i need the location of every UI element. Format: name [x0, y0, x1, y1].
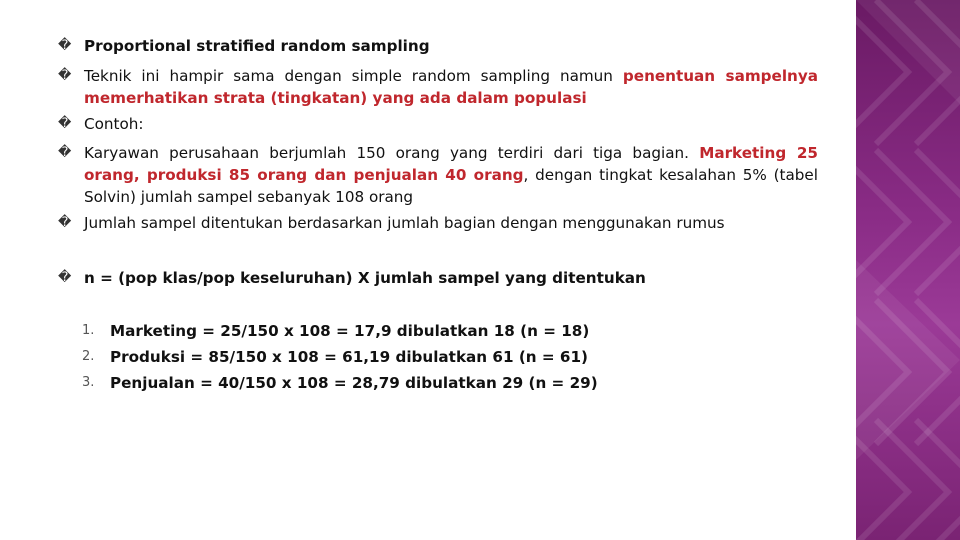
bullet-item-definition — [58, 65, 818, 109]
bullet-text-part: , dengan tingkat kesalahan 5% (tabel Solvin) jumlah sampel sebanyak 108 orang — [84, 166, 819, 206]
list-item — [82, 370, 598, 396]
bullet-icon: � — [58, 68, 72, 83]
bullet-text-part: Proportional stratified random sampling — [84, 37, 430, 55]
bullet-text — [84, 212, 818, 234]
list-number: 2. — [82, 349, 95, 364]
bullet-icon: � — [58, 145, 72, 160]
list-text: Marketing = 25/150 x 108 = 17,9 dibulatkan 18 (n = 18) — [110, 322, 590, 340]
bullet-text — [84, 267, 818, 289]
bullet-icon: � — [58, 38, 72, 53]
list-item — [82, 344, 588, 370]
bullet-text-part: Jumlah sampel ditentukan berdasarkan jumlah bagian dengan menggunakan rumus — [84, 214, 725, 232]
bullet-text-part: Teknik ini hampir sama dengan simple random sampling namun — [84, 67, 623, 85]
decorative-sidebar — [856, 0, 960, 540]
bullet-item-method — [58, 212, 818, 234]
bullet-item-title — [58, 35, 818, 57]
chevron-pattern — [856, 0, 960, 540]
list-text: Penjualan = 40/150 x 108 = 28,79 dibulatkan 29 (n = 29) — [110, 374, 598, 392]
list-number: 3. — [82, 375, 95, 390]
bullet-text-part: Contoh: — [84, 115, 144, 133]
bullet-text — [84, 142, 818, 208]
bullet-icon: � — [58, 116, 72, 131]
bullet-text-highlight-bold: memerhatikan strata (tingkatan) yang ada dalam populasi — [84, 89, 587, 107]
list-text: Produksi = 85/150 x 108 = 61,19 dibulatkan 61 (n = 61) — [110, 348, 588, 366]
bullet-text-highlight: Marketing 25 orang, produksi 85 orang dan penjualan 40 orang — [84, 144, 818, 184]
bullet-icon: � — [58, 215, 72, 230]
bullet-item-example — [58, 142, 818, 208]
list-item — [82, 318, 589, 344]
bullet-text — [84, 35, 818, 57]
bullet-text-highlight: penentuan sampelnya — [622, 67, 818, 85]
bullet-text — [84, 65, 818, 109]
bullet-icon: � — [58, 270, 72, 285]
bullet-item-example-label — [58, 113, 818, 135]
bullet-text-part: Karyawan perusahaan berjumlah 150 orang yang terdiri dari tiga bagian. — [84, 144, 700, 162]
bullet-text — [84, 113, 818, 135]
formula-text: n = (pop klas/pop keseluruhan) X jumlah sampel yang ditentukan — [84, 269, 646, 287]
list-number: 1. — [82, 323, 95, 338]
bullet-item-formula — [58, 267, 818, 289]
